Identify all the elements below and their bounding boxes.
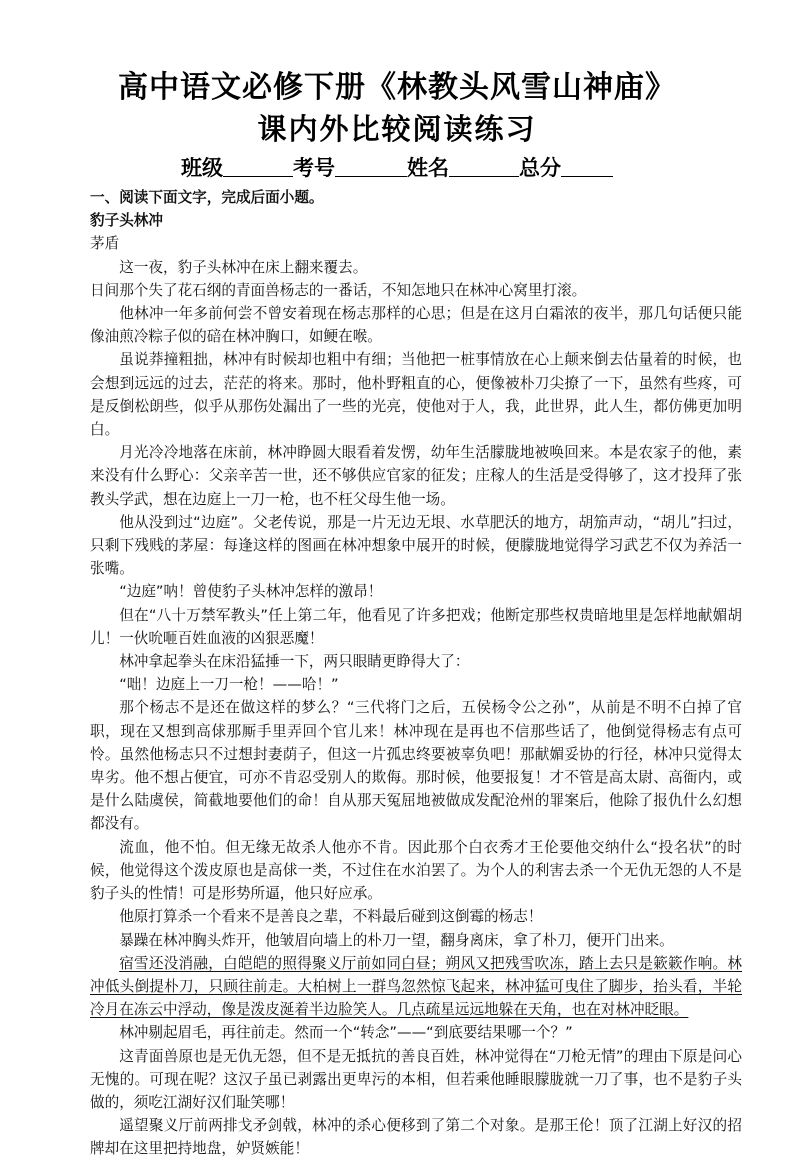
class-label: 班级 <box>181 156 223 180</box>
student-info-line <box>0 152 794 182</box>
passage-paragraph: “咄！边庭上一刀一枪！——哈！” <box>119 676 339 694</box>
passage-paragraph: 但在“八十万禁军教头”任上第二年，他看见了许多把戏；他断定那些权贵暗地里是怎样地献媚胡儿！一伙吮咂百姓血液的凶狠恶魔！ <box>90 606 742 647</box>
total-score-label: 总分 <box>519 156 561 180</box>
section-heading: 一、阅读下面文字，完成后面小题。 <box>90 189 324 206</box>
passage-paragraph: 他原打算杀一个看来不是善良之辈，不料最后碰到这倒霉的杨志！ <box>119 908 543 926</box>
passage-paragraph: 虽说莽撞粗拙，林冲有时候却也粗中有细；当他把一桩事情放在心上颠来倒去估量着的时候，也会想到远远的过去，茫茫的将来。那时，他朴野粗直的心，便像被朴刀尖撩了一下，虽然有些疼，可是反倒松朗些，似乎从那伤处漏出了一些的光亮，使他对于人，我，此世界，此人生，都仿佛更加明白。 <box>90 351 742 439</box>
passage-paragraph: 日间那个失了花石纲的青面兽杨志的一番话，不知怎地只在林冲心窝里打滚。 <box>90 281 587 299</box>
passage-paragraph: 月光冷冷地落在床前，林冲睁圆大眼看着发愣，幼年生活朦胧地被唤回来。本是农家子的他，素来没有什么野心：父亲辛苦一世，还不够供应官家的征发；庄稼人的生活是受得够了，这才投拜了张教头学武，想在边庭上一刀一枪，也不枉父母生他一场。 <box>90 444 742 508</box>
article-author: 茅盾 <box>90 235 120 253</box>
class-blank <box>223 156 293 177</box>
reading-passage <box>90 186 742 1161</box>
underlined-paragraph: 宿雪还没消融，白皑皑的照得聚义厅前如同白昼；朔风又把残雪吹冻，踏上去只是簌簌作响。林冲低头倒提朴刀，只顾往前走。大柏树上一群鸟忽然惊飞起来，林冲猛可曳住了脚步，抬头看，半轮冷月在冻云中浮动，像是泼皮涎着半边脸笑人。几点疏星远远地躲在天角，也在对林冲眨眼。 <box>90 954 742 1019</box>
exam-number-label: 考号 <box>293 156 335 180</box>
passage-paragraph: 那个杨志不是还在做这样的梦么？“三代将门之后，五侯杨令公之孙”，从前是不明不白掉了官职，现在又想到高俅那厮手里弄回个官儿来！林冲现在是再也不信那些话了，他倒觉得杨志有点可怜。虽然他杨志只不过想封妻荫子，但这一片孤忠终要被辜负吧！那献媚妥协的行径，林冲只觉得太卑劣。他不想占便宜，可亦不肯忍受别人的欺侮。那时候，他要报复！才不管是高太尉、高衙内，或是什么陆虞侯，简截地要他们的命！自从那天冤屈地被做成发配沧州的罪案后，他除了报仇什么幻想都没有。 <box>90 699 742 833</box>
document-subtitle: 课内外比较阅读练习 <box>257 112 537 146</box>
passage-paragraph: 遥望聚义厅前两排戈矛剑戟，林冲的杀心便移到了第二个对象。是那王伦！顶了江湖上好汉的招牌却在这里把持地盘，妒贤嫉能！ <box>90 1117 742 1158</box>
passage-paragraph: 林冲剔起眉毛，再往前走。然而一个“转念”——“到底要结果哪一个？” <box>119 1024 573 1042</box>
document-title: 高中语文必修下册《林教头风雪山神庙》 <box>118 70 676 105</box>
total-score-blank <box>561 156 613 177</box>
passage-paragraph: 暴躁在林冲胸头炸开，他皱眉向墙上的朴刀一望，翻身离床，拿了朴刀，便开门出来。 <box>119 931 674 949</box>
passage-paragraph: 流血，他不怕。但无缘无故杀人他亦不肯。因此那个白衣秀才王伦要他交纳什么“投名状”的时候，他觉得这个泼皮原也是高俅一类，不过住在水泊罢了。为个人的利害去杀一个无仇无怨的人不是豹子头的性情！可是形势所逼，他只好应承。 <box>90 838 742 903</box>
passage-paragraph: 他林冲一年多前何尝不曾安着现在杨志那样的心思；但是在这月白霜浓的夜半，那几句话便只能像油煎冷粽子似的碚在林冲胸口，如鲠在喉。 <box>90 305 742 346</box>
article-title: 豹子头林冲 <box>90 212 163 230</box>
passage-paragraph: “边庭”呐！曾使豹子头林冲怎样的激昂！ <box>119 583 383 601</box>
passage-paragraph: 这一夜，豹子头林冲在床上翻来覆去。 <box>119 258 368 276</box>
name-blank <box>449 156 519 177</box>
passage-paragraph: 他从没到过“边庭”。父老传说，那是一片无边无垠、水草肥沃的地方，胡笳声动，“胡儿”扫过，只剩下残贱的茅屋：每逢这样的图画在林冲想象中展开的时候，便朦胧地觉得学习武艺不仅为养活一张嘴。 <box>90 513 742 578</box>
passage-paragraph: 林冲拿起拳头在床沿猛捶一下，两只眼睛更睁得大了： <box>119 653 470 671</box>
passage-paragraph: 这青面兽原也是无仇无怨，但不是无抵抗的善良百姓，林冲觉得在“刀枪无情”的理由下原是问心无愧的。可现在呢？这汉子虽已剥露出更卑污的本相，但若乘他睡眼朦胧就一刀了事，也不是豹子头做的，须吃江湖好汉们耻笑哪！ <box>90 1047 742 1111</box>
exam-number-blank <box>335 156 407 177</box>
name-label: 姓名 <box>407 156 449 180</box>
